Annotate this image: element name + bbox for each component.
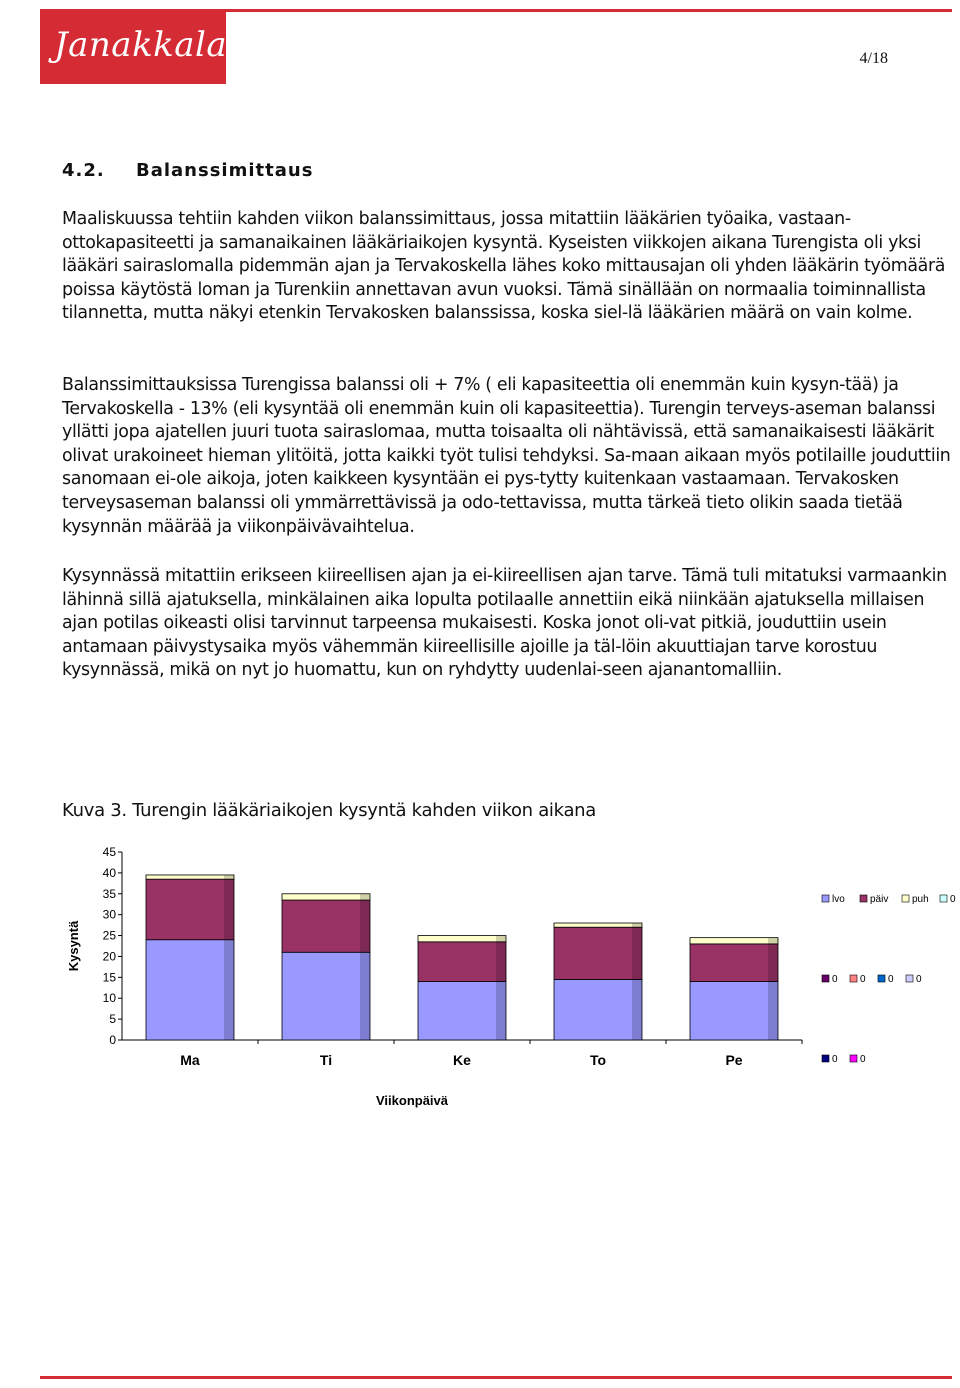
legend-label: 0 bbox=[860, 974, 866, 985]
logo-text: Janakkala bbox=[54, 25, 228, 65]
x-tick-label: Ma bbox=[180, 1052, 200, 1068]
paragraph-2: Balanssimittauksissa Turengissa balanssi oli + 7% ( eli kapasiteettia oli enemmän kuin kysyn-tää) ja Tervakoskella - 13% (eli kysyntää oli enemmän kuin oli kapasiteettia). Turengin terveys-aseman balanssi yllätti jopa ajatellen juuri tuota sairaslomaa, mutta toisaalta oli nähtävissä, että samanaikaisesti lääkärit olivat urakoineet hieman ylitöitä, jotta kaikki työt tulisi tehdyksi. Sa-maan aikaan myös potilaille jouduttiin sanomaan ei-ole aikoja, joten kaikkeen kysyntään ei pys-tytty kuitenkaan vastaamaan. Tervakosken terveysaseman balanssi oli ymmärrettävissä ja odo-tettavissa, mutta tärkeä tieto olikin saada tietää kysynnän määrää ja viikonpäivävaihtelua. bbox=[62, 375, 951, 537]
demand-chart bbox=[60, 840, 956, 1115]
janakkala-logo bbox=[40, 12, 226, 84]
legend-label: 0 bbox=[860, 1054, 866, 1065]
y-tick-label: 35 bbox=[102, 886, 116, 901]
bar-shade bbox=[360, 900, 370, 952]
legend-label: päiv bbox=[870, 894, 889, 905]
bar-shade bbox=[360, 894, 370, 900]
section-title: Balanssimittaus bbox=[136, 160, 314, 181]
legend-swatch bbox=[902, 895, 909, 902]
legend-label: 0 bbox=[832, 974, 838, 985]
legend-label: 0 bbox=[950, 894, 956, 905]
y-tick-label: 15 bbox=[102, 970, 116, 985]
bar-shade bbox=[360, 952, 370, 1040]
bar-shade bbox=[632, 923, 642, 927]
bar-segment-puh-Ti bbox=[282, 894, 370, 900]
bar-segment-päiv-Ma bbox=[146, 879, 234, 940]
footer-rule bbox=[40, 1376, 952, 1379]
paragraph-1: Maaliskuussa tehtiin kahden viikon balanssimittaus, jossa mitattiin lääkärien työaika, vastaan-ottokapasiteetti ja samanaikainen lääkäriaikojen kysyntä. Kyseisten viikkojen aikana Turengista oli yksi lääkäri sairaslomalla pidemmän ajan ja Tervakoskella lähes koko mittausajan oli yhden lääkärin työmäärä poissa käytöstä loman ja Turenkiin annettavan avun vuoksi. Tämä sinällään on normaalia toiminnallista tilannetta, mutta näkyi etenkin Tervakosken balanssissa, koska siel-lä lääkärien määrä on vain kolme. bbox=[62, 209, 946, 324]
x-tick-label: Ke bbox=[453, 1052, 471, 1068]
bar-segment-lvo-Pe bbox=[690, 982, 778, 1040]
bar-shade bbox=[496, 942, 506, 982]
bar-segment-puh-Pe bbox=[690, 938, 778, 944]
bar-segment-päiv-Ke bbox=[418, 942, 506, 982]
paragraph-3: Kysynnässä mitattiin erikseen kiireellisen ajan ja ei-kiireellisen ajan tarve. Tämä tuli mitatuksi varmaankin lähinnä sillä ajatuksella, minkälainen aika lopulta potilaalle annettiin eikä niinkään ajatuksella millaisen ajan potilas oikeasti olisi tarvinnut tarpeensa mukaisesti. Koska jonot oli-vat pitkiä, jouduttiin usein antamaan päivystysaika myös vähemmän kiireellisille ajoille ja täl-löin akuuttiajan tarve korostuu kysynnässä, mikä on nyt jo huomattu, kun on ryhdytty uudenlai-seen ajanantomalliin. bbox=[62, 566, 947, 681]
bar-segment-lvo-To bbox=[554, 979, 642, 1040]
legend-label: 0 bbox=[888, 974, 894, 985]
section-heading bbox=[62, 160, 313, 181]
legend-swatch bbox=[906, 975, 913, 982]
y-tick-label: 45 bbox=[102, 845, 116, 859]
bar-shade bbox=[224, 875, 234, 879]
bar-segment-puh-Ke bbox=[418, 936, 506, 942]
y-tick-label: 20 bbox=[102, 949, 116, 964]
legend-swatch bbox=[878, 975, 885, 982]
bar-segment-puh-Ma bbox=[146, 875, 234, 879]
legend-label: 0 bbox=[832, 1054, 838, 1065]
legend-swatch bbox=[822, 1055, 829, 1062]
y-tick-label: 40 bbox=[102, 865, 116, 880]
y-tick-label: 0 bbox=[109, 1033, 116, 1047]
legend-label: lvo bbox=[832, 894, 845, 905]
x-axis-title: Viikonpäivä bbox=[375, 1093, 449, 1108]
x-tick-label: Pe bbox=[725, 1052, 743, 1068]
bar-shade bbox=[496, 936, 506, 942]
bar-shade bbox=[768, 944, 778, 982]
legend-swatch bbox=[822, 895, 829, 902]
legend-swatch bbox=[850, 1055, 857, 1062]
bar-shade bbox=[632, 927, 642, 979]
legend-label: puh bbox=[912, 894, 929, 905]
page-number: 4/18 bbox=[859, 50, 888, 67]
x-tick-label: Ti bbox=[319, 1052, 333, 1068]
bar-segment-lvo-Ma bbox=[146, 940, 234, 1040]
section-number: 4.2. bbox=[62, 160, 105, 181]
y-tick-label: 10 bbox=[102, 991, 116, 1006]
bar-segment-puh-To bbox=[554, 923, 642, 927]
y-tick-label: 25 bbox=[102, 928, 116, 943]
y-axis-title: Kysyntä bbox=[66, 920, 81, 972]
bar-segment-lvo-Ti bbox=[282, 952, 370, 1040]
bar-segment-päiv-Pe bbox=[690, 944, 778, 982]
bar-shade bbox=[496, 982, 506, 1040]
legend-swatch bbox=[940, 895, 947, 902]
legend-swatch bbox=[860, 895, 867, 902]
legend-label: 0 bbox=[916, 974, 922, 985]
bar-segment-päiv-Ti bbox=[282, 900, 370, 952]
x-tick-label: To bbox=[589, 1052, 607, 1068]
bar-shade bbox=[224, 940, 234, 1040]
legend-swatch bbox=[850, 975, 857, 982]
legend-swatch bbox=[822, 975, 829, 982]
figure-caption: Kuva 3. Turengin lääkäriaikojen kysyntä kahden viikon aikana bbox=[62, 800, 597, 821]
bar-shade bbox=[632, 979, 642, 1040]
bar-shade bbox=[224, 879, 234, 940]
bar-segment-lvo-Ke bbox=[418, 982, 506, 1040]
bar-shade bbox=[768, 938, 778, 944]
bar-shade bbox=[768, 982, 778, 1040]
y-tick-label: 30 bbox=[102, 907, 116, 922]
bar-segment-päiv-To bbox=[554, 927, 642, 979]
y-tick-label: 5 bbox=[109, 1012, 116, 1027]
